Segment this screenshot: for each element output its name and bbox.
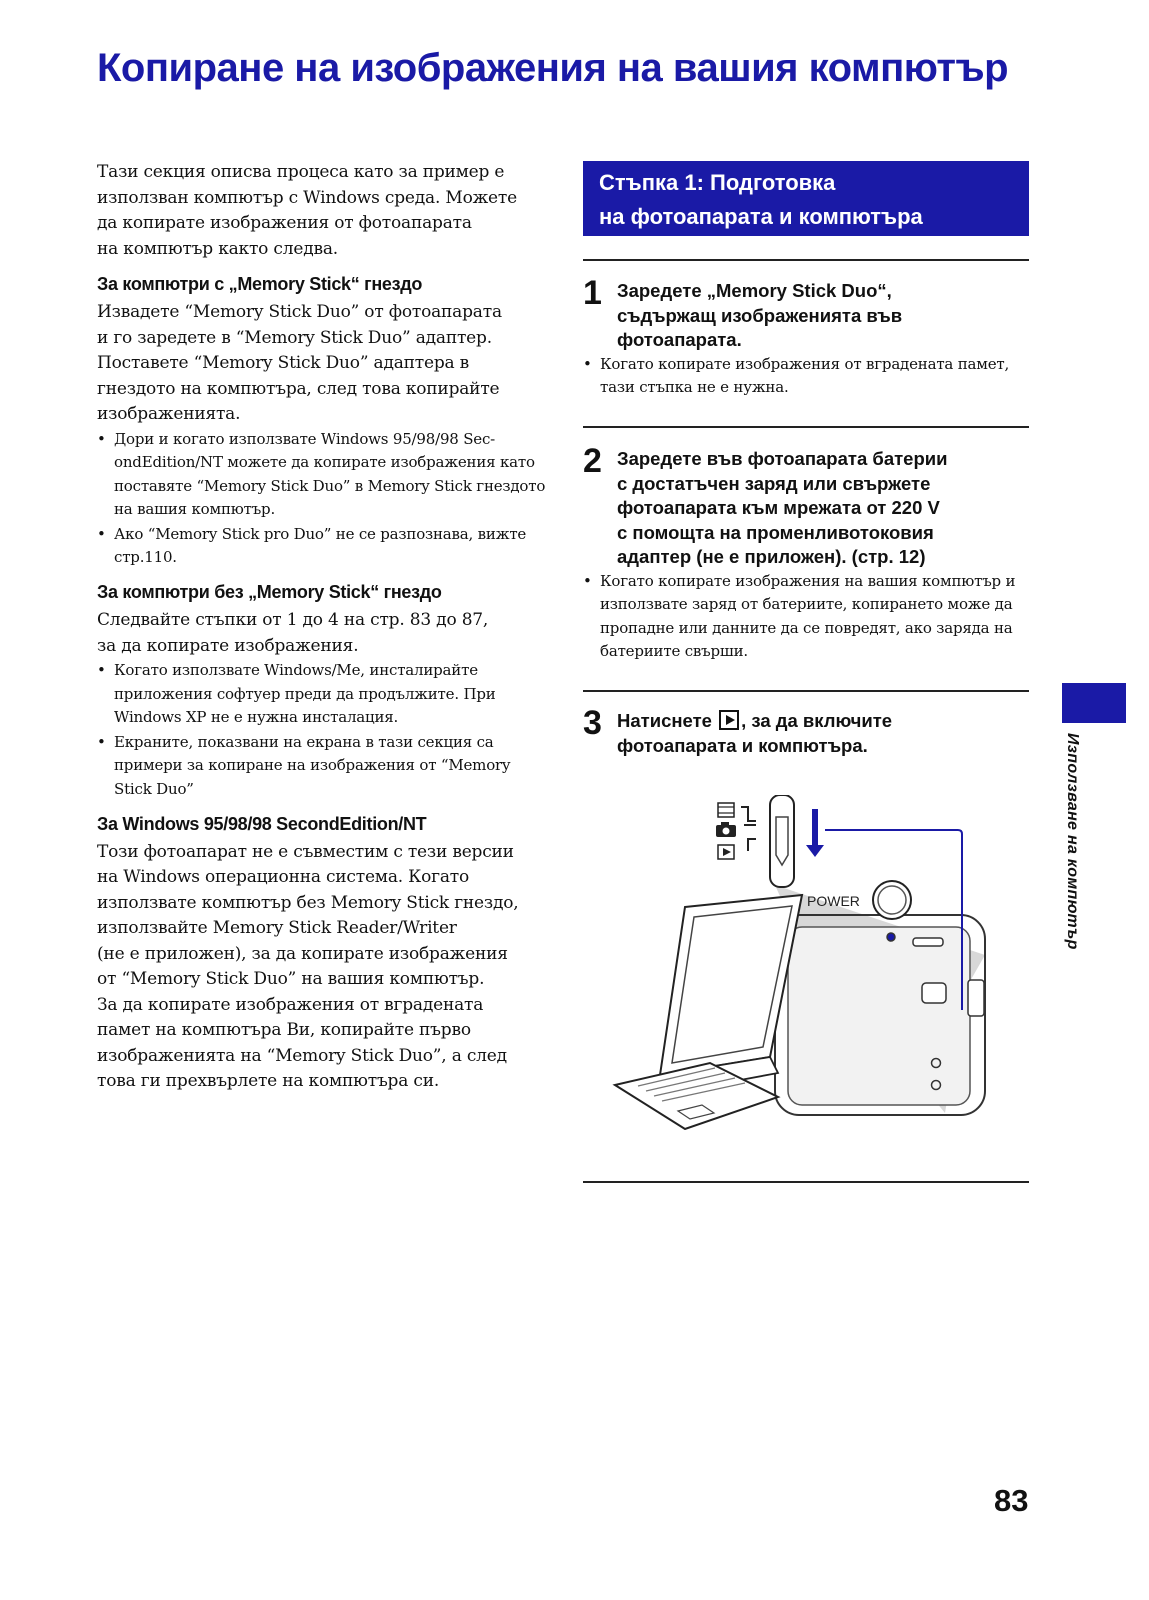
power-label: POWER: [807, 893, 860, 909]
camera-control: [922, 983, 946, 1003]
power-led-icon: [887, 933, 895, 941]
section-text-ms-slot: [97, 300, 547, 428]
step-header-line: на фотоапарата и компютъра: [599, 204, 923, 229]
text-line: използвате компютър без Memory Stick гнездо,: [97, 892, 519, 913]
text-line: Поставете “Memory Stick Duo” адаптера в: [97, 353, 470, 373]
camera-connector: [968, 980, 984, 1016]
text-line: Следвайте стъпки от 1 до 4 на стр. 83 до 87,: [97, 610, 489, 631]
note-item: • Когато копирате изображения от вградената памет, тази стъпка не е нужна.: [583, 353, 1029, 400]
text-line: за да копирате изображения.: [97, 635, 359, 656]
text-line: от “Memory Stick Duo” на вашия компютър.: [97, 969, 485, 990]
page-title: Копиране на изображения на вашия компютър: [97, 46, 1009, 90]
text-line: да копирате изображения от фотоапарата: [97, 213, 472, 233]
text-line: на компютър както следва.: [97, 238, 338, 259]
movie-mode-icon: [718, 803, 734, 817]
text-line: това ги прехвърлете на компютъра си.: [97, 1071, 440, 1092]
note-item: • Екраните, показвани на екрана в тази секция са примери за копиране на изображения от “Memory Stick Duo”: [97, 731, 547, 802]
notes-list-ms-slot: [97, 428, 547, 571]
note-item: • Когато използвате Windows/Me, инсталирайте приложения софтуер преди да продължите. При Windows XP не е нужна инсталация.: [97, 659, 547, 730]
mode-switch-slider: [776, 817, 788, 865]
camera-screen: [788, 927, 970, 1105]
text-line: изображенията на “Memory Stick Duo”, а след: [97, 1045, 507, 1066]
shutter-button: [913, 938, 943, 946]
text-line: Извадете “Memory Stick Duo” от фотоапарата: [97, 302, 502, 322]
step-title: [617, 279, 1029, 353]
play-button-icon: [719, 710, 739, 730]
section-tab-marker: [1062, 683, 1126, 723]
text-line: с помощта на променливотоковия: [617, 521, 934, 543]
step-number: 3: [583, 704, 602, 742]
step-number: 2: [583, 442, 602, 480]
section-heading-win95: За Windows 95/98/98 SecondEdition/NT: [97, 813, 427, 834]
divider: [583, 1181, 1029, 1183]
down-arrow-icon: [806, 809, 824, 857]
playback-mode-icon: [718, 845, 734, 859]
section-heading-no-ms-slot: За компютри без „Memory Stick“ гнездо: [97, 582, 442, 603]
step-2: [583, 442, 1029, 665]
page-number: 83: [994, 1483, 1029, 1518]
text-line: с достатъчен заряд или свържете: [617, 472, 931, 494]
side-tab-label: Използване на компютър: [1064, 733, 1081, 950]
text-fragment: Натиснете: [617, 710, 712, 731]
intro-text: [97, 160, 547, 262]
note-item: • Дори и когато използвате Windows 95/98/98 Sec-ondEdition/NT можете да копирате изображения като поставяте “Memory Stick Duo” в Memory Stick гнездото на вашия компютър.: [97, 428, 547, 522]
text-line: (не е приложен), за да копирате изображения: [97, 943, 508, 964]
camera-mode-icon: [716, 822, 736, 837]
text-line: памет на компютъра Ви, копирайте първо: [97, 1020, 471, 1041]
text-line: фотоапарата и компютъра.: [617, 734, 868, 756]
step-header-line: Стъпка 1: Подготовка: [599, 170, 836, 195]
text-line: За да копирате изображения от вградената: [97, 994, 484, 1015]
text-line: Заредете във фотоапарата батерии: [617, 448, 948, 469]
text-line: Заредете „Memory Stick Duo“,: [617, 280, 892, 301]
divider: [583, 259, 1029, 261]
divider: [583, 690, 1029, 692]
section-heading-ms-slot: За компютри с „Memory Stick“ гнездо: [97, 274, 423, 294]
text-line: използвайте Memory Stick Reader/Writer: [97, 918, 457, 939]
text-line: на Windows операционна система. Когато: [97, 867, 470, 888]
text-line: фотоапарата.: [617, 329, 742, 350]
step-notes: [583, 570, 1029, 664]
text-line: изображенията.: [97, 404, 241, 424]
text-line: Този фотоапарат не е съвместим с тези версии: [97, 841, 514, 862]
note-item: • Когато копирате изображения на вашия компютър и използвате заряд от батериите, копирането може да пропадне или данните да се повредят, ако заряда на батериите свърши.: [583, 570, 1029, 664]
section-text-no-ms-slot: [97, 608, 547, 659]
mode-dial-tick: [748, 839, 756, 851]
step-title: [617, 447, 1029, 570]
left-column: [97, 160, 547, 1095]
text-line: гнездото на компютъра, след това копирайте: [97, 378, 500, 399]
note-item: • Ако “Memory Stick pro Duo” не се разпознава, вижте стр.110.: [97, 523, 547, 570]
notes-list-no-ms-slot: [97, 659, 547, 802]
divider: [583, 426, 1029, 428]
step-header-banner: [583, 161, 1029, 236]
step-number: 1: [583, 274, 602, 312]
step-3: [583, 704, 1029, 758]
mode-dial-tick: [741, 807, 756, 821]
text-line: използван компютър с Windows среда. Можете: [97, 187, 517, 208]
step-1: [583, 274, 1029, 401]
text-fragment: , за да включите: [741, 710, 893, 731]
text-line: и го заредете в “Memory Stick Duo” адаптер.: [97, 327, 492, 348]
text-line: адаптер (не е приложен). (стр. 12): [617, 546, 926, 567]
laptop-lid: [660, 895, 802, 1075]
illustration-svg: [610, 795, 1010, 1130]
step-notes: [583, 353, 1029, 400]
power-button-inner: [878, 886, 906, 914]
camera-laptop-illustration: [610, 795, 1010, 1130]
section-text-win95: [97, 840, 547, 1095]
step-title: [617, 709, 1029, 758]
text-line: съдържащ изображенията във: [617, 304, 903, 326]
text-line: Тази секция описва процеса като за пример е: [97, 162, 505, 182]
text-line: фотоапарата към мрежата от 220 V: [617, 497, 940, 518]
